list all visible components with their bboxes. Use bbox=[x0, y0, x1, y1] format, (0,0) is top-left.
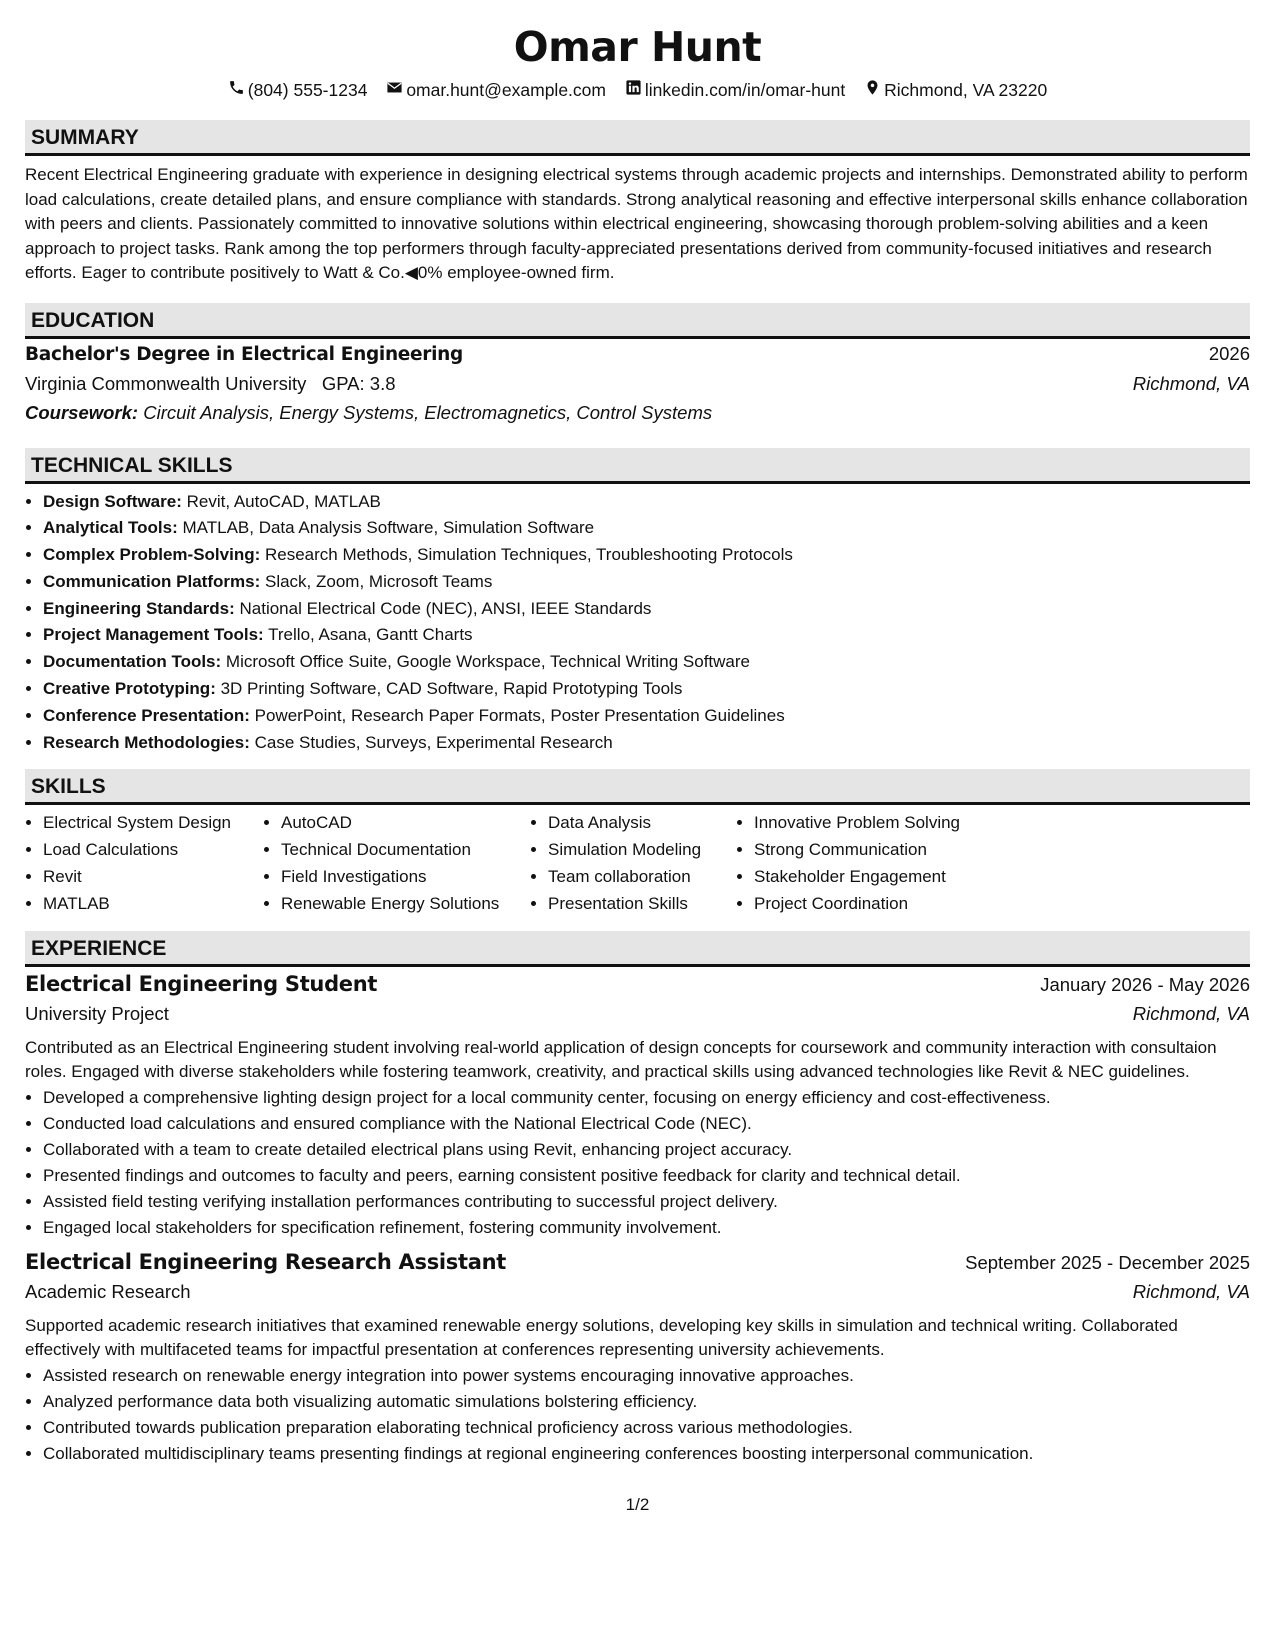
technical-skill-item bbox=[43, 649, 1250, 676]
job-description: Supported academic research initiatives that examined renewable energy solutions, developing key skills in simulation and technical writing. Collaborated effectively with multifaceted teams for impactful presentation at conferences representing university achievements. bbox=[25, 1315, 1178, 1360]
job-bullet: • Analyzed performance data both visualizing automatic simulations bolstering efficiency. bbox=[43, 1389, 1250, 1415]
resume-page bbox=[25, 0, 1250, 1467]
job-header bbox=[25, 972, 1250, 1003]
skill-item: • Renewable Energy Solutions bbox=[281, 891, 530, 918]
graduation-year: 2026 bbox=[1208, 342, 1250, 364]
skill-item: • AutoCAD bbox=[281, 810, 530, 837]
technical-skill-value: Slack, Zoom, Microsoft Teams bbox=[264, 571, 493, 591]
job-description: Contributed as an Electrical Engineering student involving real-world application of design concepts for coursework and community interaction with consultaion roles. Engaged with diverse stakeholders while fostering teamwork, creativity, and practical skills using advanced technologies like Revit & NEC guidelines. bbox=[25, 1037, 1217, 1082]
technical-skill-value: PowerPoint, Research Paper Formats, Poster Presentation Guidelines bbox=[254, 705, 785, 725]
email-link[interactable]: omar.hunt@example.com bbox=[406, 80, 606, 100]
technical-skill-label: Creative Prototyping: bbox=[43, 679, 216, 699]
degree-title: Bachelor's Degree in Electrical Engineering bbox=[25, 343, 463, 365]
technical-skill-value: Trello, Asana, Gantt Charts bbox=[268, 625, 473, 645]
job-location: Richmond, VA bbox=[1132, 1280, 1250, 1302]
skill-item: • Load Calculations bbox=[43, 837, 263, 864]
education-heading: EDUCATION bbox=[25, 303, 1250, 339]
skill-item: • Field Investigations bbox=[281, 864, 530, 891]
technical-skills-heading: TECHNICAL SKILLS bbox=[25, 448, 1250, 484]
phone-text: (804) 555-1234 bbox=[247, 80, 368, 100]
experience-heading: EXPERIENCE bbox=[25, 931, 1250, 967]
map-pin-icon bbox=[864, 78, 884, 102]
skills-grid bbox=[25, 810, 1250, 917]
job-location: Richmond, VA bbox=[1132, 1002, 1250, 1024]
technical-skill-label: Engineering Standards: bbox=[43, 598, 235, 618]
experience-list bbox=[25, 972, 1250, 1467]
technical-skill-value: Revit, AutoCAD, MATLAB bbox=[186, 491, 381, 511]
technical-skill-label: Research Methodologies: bbox=[43, 732, 250, 752]
technical-skill-item bbox=[43, 676, 1250, 703]
summary-heading: SUMMARY bbox=[25, 120, 1250, 156]
skill-item: • Strong Communication bbox=[754, 837, 996, 864]
school-location: Richmond, VA bbox=[1132, 372, 1250, 394]
job-bullets bbox=[25, 1085, 1250, 1241]
technical-skill-label: Analytical Tools: bbox=[43, 518, 178, 538]
skills-column bbox=[25, 810, 263, 917]
skill-item: • Innovative Problem Solving bbox=[754, 810, 996, 837]
page-number: 1/2 bbox=[625, 1495, 650, 1514]
education-entry bbox=[25, 343, 1250, 432]
job-dates: September 2025 - December 2025 bbox=[965, 1251, 1250, 1273]
candidate-name: Omar Hunt bbox=[513, 23, 762, 71]
contact-location bbox=[864, 78, 1047, 102]
technical-skill-value: 3D Printing Software, CAD Software, Rapid Prototyping Tools bbox=[220, 679, 683, 699]
technical-skill-label: Communication Platforms: bbox=[43, 571, 261, 591]
job-title: Electrical Engineering Research Assistant bbox=[25, 1249, 507, 1274]
job-bullet: • Collaborated multidisciplinary teams presenting findings at regional engineering conferences boosting interpersonal communication. bbox=[43, 1441, 1250, 1467]
phone-icon bbox=[228, 78, 248, 102]
job-bullet: • Contributed towards publication preparation elaborating technical proficiency across various methodologies. bbox=[43, 1415, 1250, 1441]
coursework-label: Coursework: bbox=[25, 401, 139, 423]
skill-item: • Stakeholder Engagement bbox=[754, 864, 996, 891]
job-organization: Academic Research bbox=[25, 1280, 191, 1302]
technical-skills-list bbox=[25, 489, 1250, 757]
skill-item: • Revit bbox=[43, 864, 263, 891]
job-bullet: • Conducted load calculations and ensured compliance with the National Electrical Code (NEC). bbox=[43, 1111, 1250, 1137]
skill-item: • Data Analysis bbox=[548, 810, 736, 837]
technical-skill-label: Conference Presentation: bbox=[43, 705, 250, 725]
summary-text: Recent Electrical Engineering graduate with experience in designing electrical systems through academic projects and internships. Demonstrated ability to perform load calculations, create detailed plans, and ensure compliance with standards. Strong analytical reasoning and effective interpersonal skills enhance collaboration with peers and clients. Passionately committed to innovative solutions within electrical engineering, showcasing thorough problem-solving abilities and a keen approach to project tasks. Rank among the top performers through faculty-appreciated presentations derived from community-focused initiatives and research efforts. Eager to contribute positively to Watt & Co.◀0% employee-owned firm. bbox=[25, 165, 1248, 282]
skill-item: • Technical Documentation bbox=[281, 837, 530, 864]
technical-skill-value: National Electrical Code (NEC), ANSI, IEEE Standards bbox=[239, 598, 652, 618]
skill-item: • Team collaboration bbox=[548, 864, 736, 891]
technical-skill-item bbox=[43, 489, 1250, 516]
job-bullets bbox=[25, 1363, 1250, 1467]
job-bullet: • Developed a comprehensive lighting design project for a local community center, focusing on energy efficiency and cost-effectiveness. bbox=[43, 1085, 1250, 1111]
technical-skill-value: Research Methods, Simulation Techniques, Troubleshooting Protocols bbox=[264, 545, 793, 565]
technical-skill-item bbox=[43, 596, 1250, 623]
technical-skill-label: Project Management Tools: bbox=[43, 625, 264, 645]
technical-skill-item bbox=[43, 703, 1250, 730]
job-entry bbox=[25, 972, 1250, 1241]
job-header bbox=[25, 1250, 1250, 1281]
school-line bbox=[25, 373, 396, 395]
job-title: Electrical Engineering Student bbox=[25, 971, 378, 996]
skills-column bbox=[736, 810, 996, 917]
technical-skill-item bbox=[43, 542, 1250, 569]
skill-item: • Electrical System Design bbox=[43, 810, 263, 837]
technical-skill-item bbox=[43, 515, 1250, 542]
technical-skill-value: MATLAB, Data Analysis Software, Simulation Software bbox=[182, 518, 595, 538]
skill-item: • Presentation Skills bbox=[548, 891, 736, 918]
job-bullet: • Engaged local stakeholders for specification refinement, fostering community involvement. bbox=[43, 1215, 1250, 1241]
skill-item: • Project Coordination bbox=[754, 891, 996, 918]
technical-skill-label: Documentation Tools: bbox=[43, 652, 222, 672]
skill-item: • MATLAB bbox=[43, 891, 263, 918]
envelope-icon bbox=[386, 78, 406, 102]
skills-column bbox=[263, 810, 530, 917]
contact-email[interactable] bbox=[386, 78, 606, 102]
contact-phone bbox=[228, 78, 368, 102]
technical-skill-label: Complex Problem-Solving: bbox=[43, 545, 261, 565]
job-organization: University Project bbox=[25, 1002, 169, 1024]
technical-skill-value: Case Studies, Surveys, Experimental Research bbox=[254, 732, 613, 752]
job-bullet: • Presented findings and outcomes to faculty and peers, earning consistent positive feedback for clarity and technical detail. bbox=[43, 1163, 1250, 1189]
gpa: GPA: 3.8 bbox=[321, 372, 396, 394]
job-bullet: • Assisted field testing verifying installation performances contributing to successful project delivery. bbox=[43, 1189, 1250, 1215]
job-subheader bbox=[25, 1281, 1250, 1312]
location-text: Richmond, VA 23220 bbox=[884, 80, 1048, 100]
contact-linkedin[interactable] bbox=[625, 78, 845, 102]
technical-skill-item bbox=[43, 569, 1250, 596]
coursework-line bbox=[25, 402, 1250, 432]
coursework-list: Circuit Analysis, Energy Systems, Electromagnetics, Control Systems bbox=[143, 401, 713, 423]
job-dates: January 2026 - May 2026 bbox=[1040, 973, 1250, 995]
skill-item: • Simulation Modeling bbox=[548, 837, 736, 864]
job-bullet: • Assisted research on renewable energy integration into power systems encouraging innovative approaches. bbox=[43, 1363, 1250, 1389]
linkedin-link[interactable]: linkedin.com/in/omar-hunt bbox=[644, 80, 846, 100]
technical-skill-value: Microsoft Office Suite, Google Workspace, Technical Writing Software bbox=[225, 652, 750, 672]
skills-column bbox=[530, 810, 736, 917]
job-entry bbox=[25, 1250, 1250, 1467]
technical-skill-item bbox=[43, 730, 1250, 757]
school-name: Virginia Commonwealth University bbox=[25, 372, 307, 394]
skills-heading: SKILLS bbox=[25, 769, 1250, 805]
job-bullet: • Collaborated with a team to create detailed electrical plans using Revit, enhancing project accuracy. bbox=[43, 1137, 1250, 1163]
linkedin-icon bbox=[625, 78, 645, 102]
contact-bar bbox=[25, 78, 1250, 102]
technical-skill-label: Design Software: bbox=[43, 491, 182, 511]
technical-skill-item bbox=[43, 622, 1250, 649]
job-subheader bbox=[25, 1003, 1250, 1034]
